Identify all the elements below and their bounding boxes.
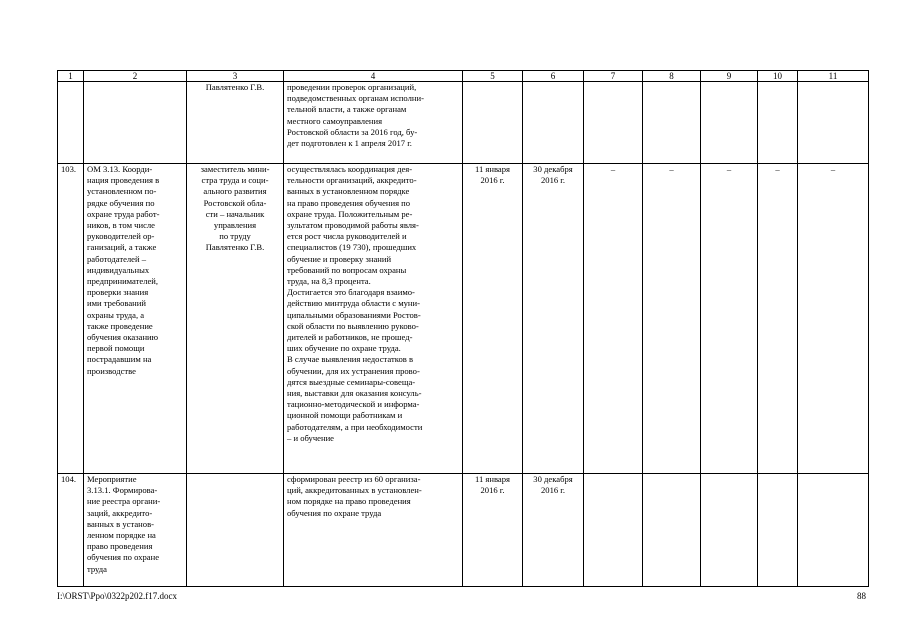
text-line: заций, аккредито-: [87, 507, 153, 518]
column-number: 11: [798, 71, 869, 82]
text-line: заместитель мини-: [200, 164, 270, 174]
text-line: управления: [213, 220, 257, 231]
text-line: Ростовской области за 2016 год, бу-: [287, 126, 418, 137]
text-line: обучения оказанию: [87, 332, 159, 343]
dash-cell: –: [701, 164, 758, 474]
responsible-cell: [187, 474, 284, 587]
start-date-cell: [463, 164, 523, 474]
text-line: проверки знания: [87, 287, 149, 298]
column-number: 7: [584, 71, 643, 82]
text-line: 30 декабря: [533, 164, 573, 174]
text-line: также проведение: [87, 320, 153, 331]
text-line: местного самоуправления: [287, 115, 383, 126]
text-line: ционной помощи работникам и: [287, 410, 403, 421]
column-number: 9: [701, 71, 758, 82]
text-line: предпринимателей,: [87, 276, 159, 287]
end-date-cell: [523, 474, 584, 587]
text-line: Мероприятие: [87, 474, 137, 484]
text-line: 2016 г.: [480, 485, 505, 496]
text-line: обучение и проверку знаний: [287, 253, 392, 264]
page-number: 88: [857, 591, 866, 601]
text-line: работодателей –: [87, 253, 147, 264]
text-line: подведомственных органам исполни-: [287, 93, 424, 104]
responsible-cell: [187, 164, 284, 474]
dash-cell: –: [584, 164, 643, 474]
text-line: ется рост числа руководителей и: [287, 231, 407, 242]
text-line: ния, выставки для оказания консуль-: [287, 388, 422, 399]
result-cell: [284, 474, 463, 587]
row-number: 104.: [58, 474, 84, 587]
start-date-cell: [463, 82, 523, 164]
text-line: производстве: [87, 365, 136, 376]
text-line: обучения по охране труда: [287, 507, 382, 518]
text-line: ОМ 3.13. Коорди-: [87, 164, 153, 174]
text-line: труда: [87, 563, 107, 574]
text-line: обучения по охране: [87, 552, 160, 563]
text-line: 11 января: [475, 474, 510, 484]
text-line: индивидуальных: [87, 264, 150, 275]
text-line: труда, на 8,3 процента.: [287, 276, 371, 287]
text-line: тельности организаций, аккредито-: [287, 175, 417, 186]
text-line: ального развития: [203, 186, 267, 197]
responsible-cell: [187, 82, 284, 164]
text-line: нация проведения в: [87, 175, 160, 186]
text-line: действию минтруда области с муни-: [287, 298, 420, 309]
text-line: 11 января: [475, 164, 510, 174]
text-line: тационно-методической и информа-: [287, 399, 420, 410]
column-number: 10: [758, 71, 798, 82]
column-number: 1: [58, 71, 84, 82]
text-line: ленном порядке на: [87, 530, 156, 541]
text-line: тельной власти, а также органам: [287, 104, 407, 115]
text-line: специалистов (19 730), прошедших: [287, 242, 417, 253]
text-line: Достигается это благодаря взаимо-: [287, 287, 415, 298]
text-line: стра труда и соци-: [201, 175, 269, 186]
text-line: 2016 г.: [540, 175, 566, 186]
row-number: [58, 82, 84, 164]
measure-cell: [84, 474, 187, 587]
start-date-cell: [463, 474, 523, 587]
column-number: 8: [643, 71, 701, 82]
text-line: ской области по выявлению руково-: [287, 320, 419, 331]
column-number: 5: [463, 71, 523, 82]
text-line: Ростовской обла-: [203, 197, 267, 208]
column-number: 6: [523, 71, 584, 82]
text-line: право проведения: [87, 541, 153, 552]
text-line: ших обучение по охране труда.: [287, 343, 401, 354]
text-line: по труду: [219, 231, 251, 242]
data-table: [57, 70, 869, 587]
text-line: ципальными образованиями Ростов-: [287, 309, 421, 320]
text-line: сти – начальник: [205, 208, 265, 219]
text-line: ние реестра органи-: [87, 496, 161, 507]
dash-cell: –: [798, 164, 869, 474]
text-line: 2016 г.: [480, 175, 505, 186]
text-line: ганизаций, а также: [87, 242, 157, 253]
end-date-cell: [523, 82, 584, 164]
text-line: дятся выездные семинары-совеща-: [287, 376, 416, 387]
text-line: дет подготовлен к 1 апреля 2017 г.: [287, 138, 412, 149]
text-line: 3.13.1. Формирова-: [87, 485, 158, 496]
text-line: Павлятенко Г.В.: [205, 82, 265, 92]
text-line: пострадавшим на: [87, 354, 152, 365]
table-row: [58, 474, 869, 587]
column-number: 4: [284, 71, 463, 82]
column-number: 3: [187, 71, 284, 82]
text-line: осуществлялась координация дея-: [287, 164, 413, 174]
file-path: I:\ORST\Ppo\0322p202.f17.docx: [57, 591, 178, 601]
text-line: охране труда. Положительным ре-: [287, 208, 413, 219]
text-line: В случае выявления недостатков в: [287, 354, 414, 365]
text-line: – и обучение: [287, 432, 334, 443]
row-number: 103.: [58, 164, 84, 474]
text-line: охране труда работ-: [87, 208, 160, 219]
text-line: ников, в том числе: [87, 220, 155, 231]
column-number: 2: [84, 71, 187, 82]
text-line: обучении, для их устранения прово-: [287, 365, 420, 376]
text-line: работодателям, а при необходимости: [287, 421, 423, 432]
text-line: 30 декабря: [533, 474, 573, 484]
text-line: руководителей ор-: [87, 231, 155, 242]
measure-cell: [84, 82, 187, 164]
result-cell: [284, 82, 463, 164]
text-line: проведении проверок организаций,: [287, 82, 417, 92]
text-line: Павлятенко Г.В.: [205, 242, 265, 253]
text-line: дителей и работников, не прошед-: [287, 332, 413, 343]
text-line: сформирован реестр из 60 организа-: [287, 474, 421, 484]
text-line: требований по вопросам охраны: [287, 264, 407, 275]
text-line: рядке обучения по: [87, 197, 155, 208]
text-line: установленном по-: [87, 186, 157, 197]
text-line: на право проведения обучения по: [287, 197, 411, 208]
measure-cell: [84, 164, 187, 474]
table-row: [58, 164, 869, 474]
text-line: первой помощи: [87, 343, 145, 354]
dash-cell: –: [758, 164, 798, 474]
end-date-cell: [523, 164, 584, 474]
text-line: 2016 г.: [540, 485, 566, 496]
text-line: охраны труда, а: [87, 309, 145, 320]
text-line: ванных в установ-: [87, 518, 154, 529]
text-line: зультатом проводимой работы явля-: [287, 220, 419, 231]
text-line: ном порядке на право проведения: [287, 496, 411, 507]
text-line: ванных в установленном порядке: [287, 186, 410, 197]
text-line: ций, аккредитованных в установлен-: [287, 485, 422, 496]
continuation-row: [58, 82, 869, 164]
text-line: ими требований: [87, 298, 146, 309]
column-number-row: [58, 71, 869, 82]
result-cell: [284, 164, 463, 474]
dash-cell: –: [643, 164, 701, 474]
